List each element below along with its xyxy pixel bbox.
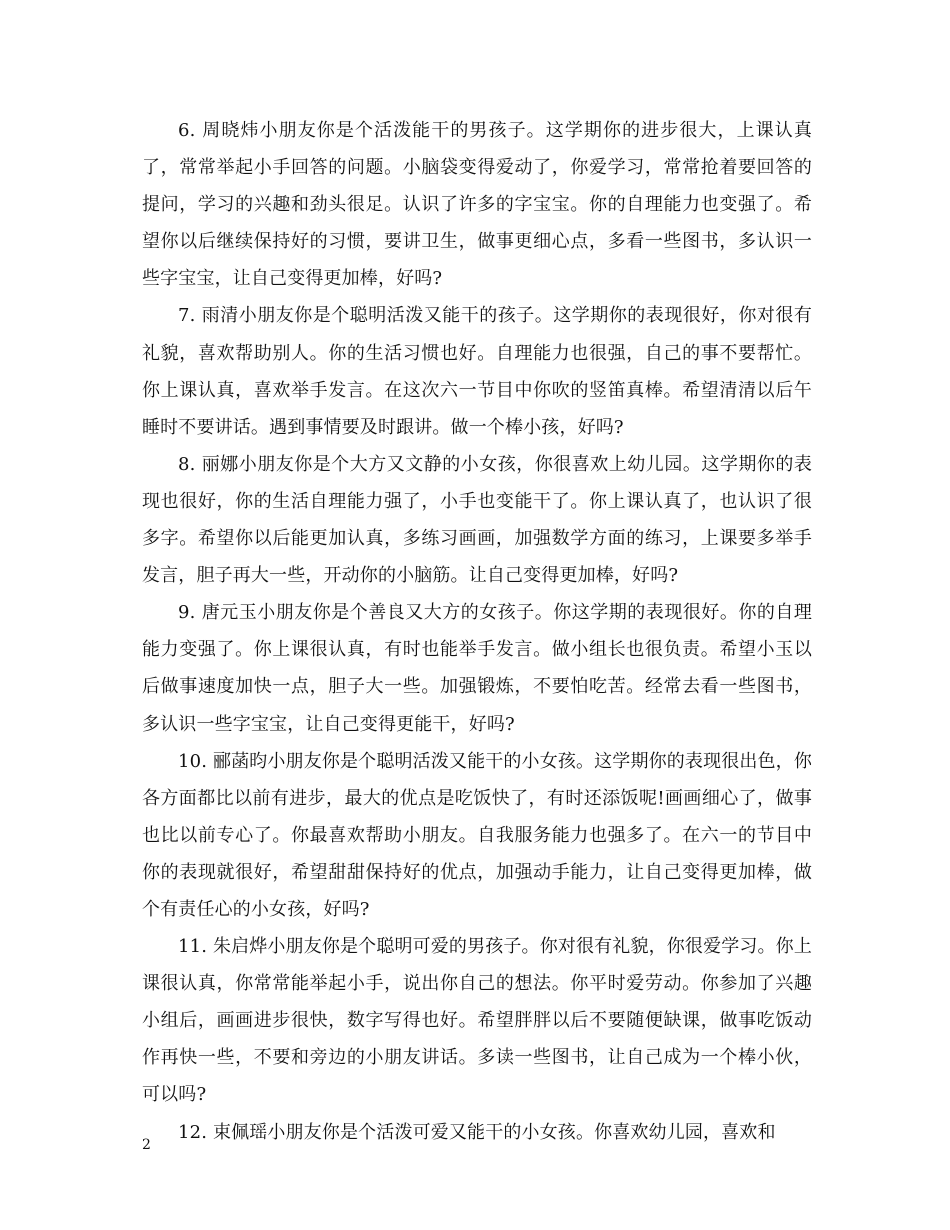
- document-body: [142, 112, 812, 1151]
- paragraph-comment-10: 10. 郦菡昀小朋友你是个聪明活泼又能干的小女孩。这学期你的表现很出色，你各方面都比以前有进步，最大的优点是吃饭快了，有时还添饭呢!画画细心了，做事也比以前专心了。你最喜欢帮助小朋友。自我服务能力也强多了。在六一的节目中你的表现就很好，希望甜甜保持好的优点，加强动手能力，让自己变得更加棒，做个有责任心的小女孩，好吗?: [142, 750, 812, 920]
- paragraph-comment-9: 9. 唐元玉小朋友你是个善良又大方的女孩子。你这学期的表现很好。你的自理能力变强了。你上课很认真，有时也能举手发言。做小组长也很负责。希望小玉以后做事速度加快一点，胆子大一些。加强锻炼，不要怕吃苦。经常去看一些图书，多认识一些字宝宝，让自己变得更能干，好吗?: [142, 602, 812, 735]
- page-number: 2: [142, 1137, 151, 1153]
- paragraph-comment-7: 7. 雨清小朋友你是个聪明活泼又能干的孩子。这学期你的表现很好，你对很有礼貌，喜欢帮助别人。你的生活习惯也好。自理能力也很强，自己的事不要帮忙。你上课认真，喜欢举手发言。在这次六一节目中你吹的竖笛真棒。希望清清以后午睡时不要讲话。遇到事情要及时跟讲。做一个棒小孩，好吗?: [142, 305, 812, 438]
- paragraph-comment-8: 8. 丽娜小朋友你是个大方又文静的小女孩，你很喜欢上幼儿园。这学期你的表现也很好，你的生活自理能力强了，小手也变能干了。你上课认真了，也认识了很多字。希望你以后能更加认真，多练习画画，加强数学方面的练习，上课要多举手发言，胆子再大一些，开动你的小脑筋。让自己变得更加棒，好吗?: [142, 453, 812, 587]
- paragraph-comment-6: 6. 周晓炜小朋友你是个活泼能干的男孩子。这学期你的进步很大，上课认真了，常常举起小手回答的问题。小脑袋变得爱动了，你爱学习，常常抢着要回答的提问，学习的兴趣和劲头很足。认识了许多的字宝宝。你的自理能力也变强了。希望你以后继续保持好的习惯，要讲卫生，做事更细心点，多看一些图书，多认识一些字宝宝，让自己变得更加棒，好吗?: [142, 120, 812, 290]
- paragraph-comment-11: 11. 朱启烨小朋友你是个聪明可爱的男孩子。你对很有礼貌，你很爱学习。你上课很认真，你常常能举起小手，说出你自己的想法。你平时爱劳动。你参加了兴趣小组后，画画进步很快，数字写得也好。希望胖胖以后不要随便缺课，做事吃饭动作再快一些，不要和旁边的小朋友讲话。多读一些图书，让自己成为一个棒小伙，可以吗?: [142, 936, 812, 1106]
- paragraph-comment-12: 12. 束佩瑶小朋友你是个活泼可爱又能干的小女孩。你喜欢幼儿园，喜欢和: [178, 1121, 776, 1143]
